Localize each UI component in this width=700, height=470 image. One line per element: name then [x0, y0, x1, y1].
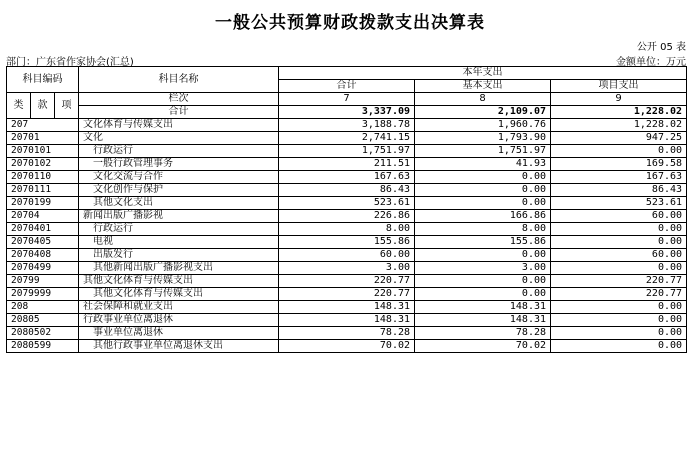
row-project: 167.63 [551, 171, 687, 184]
row-total: 523.61 [279, 197, 415, 210]
row-subject-name: 行政事业单位离退休 [79, 314, 279, 327]
row-project: 60.00 [551, 210, 687, 223]
row-subject-code: 20799 [7, 275, 79, 288]
row-project: 0.00 [551, 145, 687, 158]
row-subject-code: 208 [7, 301, 79, 314]
table-row [7, 314, 687, 327]
table-row [7, 171, 687, 184]
row-subject-code: 2070405 [7, 236, 79, 249]
row-project: 220.77 [551, 288, 687, 301]
row-project: 947.25 [551, 132, 687, 145]
row-project: 1,228.02 [551, 119, 687, 132]
row-basic: 8.00 [415, 223, 551, 236]
table-row [7, 327, 687, 340]
row-basic: 3.00 [415, 262, 551, 275]
row-subject-code: 2070499 [7, 262, 79, 275]
row-subject-code: 2070401 [7, 223, 79, 236]
row-subject-code: 2070101 [7, 145, 79, 158]
row-basic: 0.00 [415, 249, 551, 262]
row-project: 0.00 [551, 223, 687, 236]
row-basic: 1,751.97 [415, 145, 551, 158]
expenditure-table [6, 66, 687, 353]
row-basic: 155.86 [415, 236, 551, 249]
column-number-label: 栏次 [79, 93, 279, 106]
row-project: 0.00 [551, 236, 687, 249]
column-7-number: 7 [279, 93, 415, 106]
year-expense-header: 本年支出 [279, 67, 687, 80]
row-subject-name: 其他文化体育与传媒支出 [79, 288, 279, 301]
department-label: 部门：广东省作家协会(汇总) [6, 57, 134, 68]
row-basic: 148.31 [415, 301, 551, 314]
row-basic: 78.28 [415, 327, 551, 340]
subject-code-header: 科目编码 [7, 67, 79, 93]
basic-expense-header: 基本支出 [415, 80, 551, 93]
row-project: 0.00 [551, 340, 687, 353]
subject-name-header: 科目名称 [79, 67, 279, 93]
row-basic: 166.86 [415, 210, 551, 223]
row-total: 148.31 [279, 301, 415, 314]
row-total: 1,751.97 [279, 145, 415, 158]
table-row [7, 119, 687, 132]
row-total: 2,741.15 [279, 132, 415, 145]
row-subject-code: 20805 [7, 314, 79, 327]
table-row [7, 184, 687, 197]
row-subject-name: 电视 [79, 236, 279, 249]
table-row [7, 301, 687, 314]
row-subject-name: 其他新闻出版广播影视支出 [79, 262, 279, 275]
table-row [7, 210, 687, 223]
table-row [7, 197, 687, 210]
table-row [7, 145, 687, 158]
row-subject-name: 文化体育与传媒支出 [79, 119, 279, 132]
row-total: 226.86 [279, 210, 415, 223]
row-total: 3,188.78 [279, 119, 415, 132]
total-header: 合计 [279, 80, 415, 93]
row-subject-name: 社会保障和就业支出 [79, 301, 279, 314]
row-subject-name: 其他文化支出 [79, 197, 279, 210]
row-project: 220.77 [551, 275, 687, 288]
row-basic: 0.00 [415, 184, 551, 197]
table-row [7, 249, 687, 262]
project-expense-header: 项目支出 [551, 80, 687, 93]
row-total: 148.31 [279, 314, 415, 327]
row-subject-code: 20701 [7, 132, 79, 145]
summary-label: 合计 [79, 106, 279, 119]
row-subject-name: 事业单位离退休 [79, 327, 279, 340]
form-number: 公开 05 表 [636, 42, 686, 53]
row-subject-code: 2080599 [7, 340, 79, 353]
row-subject-code: 2070110 [7, 171, 79, 184]
row-project: 0.00 [551, 262, 687, 275]
row-subject-code: 20704 [7, 210, 79, 223]
row-basic: 1,793.90 [415, 132, 551, 145]
row-subject-name: 文化 [79, 132, 279, 145]
row-subject-code: 2070199 [7, 197, 79, 210]
summary-project: 1,228.02 [551, 106, 687, 119]
row-basic: 0.00 [415, 171, 551, 184]
class-header: 类 [7, 93, 31, 119]
row-subject-code: 207 [7, 119, 79, 132]
row-total: 8.00 [279, 223, 415, 236]
summary-total: 3,337.09 [279, 106, 415, 119]
row-total: 211.51 [279, 158, 415, 171]
row-project: 60.00 [551, 249, 687, 262]
table-row [7, 223, 687, 236]
summary-basic: 2,109.07 [415, 106, 551, 119]
row-total: 220.77 [279, 275, 415, 288]
table-row [7, 158, 687, 171]
row-subject-name: 新闻出版广播影视 [79, 210, 279, 223]
row-subject-name: 一般行政管理事务 [79, 158, 279, 171]
row-total: 155.86 [279, 236, 415, 249]
row-total: 220.77 [279, 288, 415, 301]
row-subject-name: 文化创作与保护 [79, 184, 279, 197]
row-basic: 0.00 [415, 275, 551, 288]
row-basic: 1,960.76 [415, 119, 551, 132]
section-header: 款 [31, 93, 55, 119]
row-project: 86.43 [551, 184, 687, 197]
row-basic: 0.00 [415, 288, 551, 301]
row-project: 0.00 [551, 314, 687, 327]
row-subject-name: 文化交流与合作 [79, 171, 279, 184]
row-total: 60.00 [279, 249, 415, 262]
row-basic: 0.00 [415, 197, 551, 210]
row-subject-code: 2070102 [7, 158, 79, 171]
row-subject-code: 2080502 [7, 327, 79, 340]
column-8-number: 8 [415, 93, 551, 106]
row-total: 70.02 [279, 340, 415, 353]
row-project: 0.00 [551, 301, 687, 314]
row-total: 86.43 [279, 184, 415, 197]
column-9-number: 9 [551, 93, 687, 106]
item-header: 项 [55, 93, 79, 119]
row-subject-code: 2070408 [7, 249, 79, 262]
row-project: 169.58 [551, 158, 687, 171]
table-body [7, 119, 687, 353]
row-total: 78.28 [279, 327, 415, 340]
row-subject-code: 2070111 [7, 184, 79, 197]
table-row [7, 275, 687, 288]
table-row [7, 340, 687, 353]
row-project: 0.00 [551, 327, 687, 340]
row-total: 167.63 [279, 171, 415, 184]
row-subject-name: 行政运行 [79, 223, 279, 236]
amount-unit-label: 金额单位：万元 [616, 57, 686, 68]
table-row [7, 236, 687, 249]
row-subject-name: 出版发行 [79, 249, 279, 262]
table-row [7, 262, 687, 275]
row-project: 523.61 [551, 197, 687, 210]
row-subject-name: 其他文化体育与传媒支出 [79, 275, 279, 288]
row-basic: 70.02 [415, 340, 551, 353]
row-subject-name: 行政运行 [79, 145, 279, 158]
table-row [7, 288, 687, 301]
row-subject-name: 其他行政事业单位离退休支出 [79, 340, 279, 353]
report-title: 一般公共预算财政拨款支出决算表 [215, 13, 485, 33]
row-total: 3.00 [279, 262, 415, 275]
row-subject-code: 2079999 [7, 288, 79, 301]
row-basic: 148.31 [415, 314, 551, 327]
table-row [7, 132, 687, 145]
row-basic: 41.93 [415, 158, 551, 171]
